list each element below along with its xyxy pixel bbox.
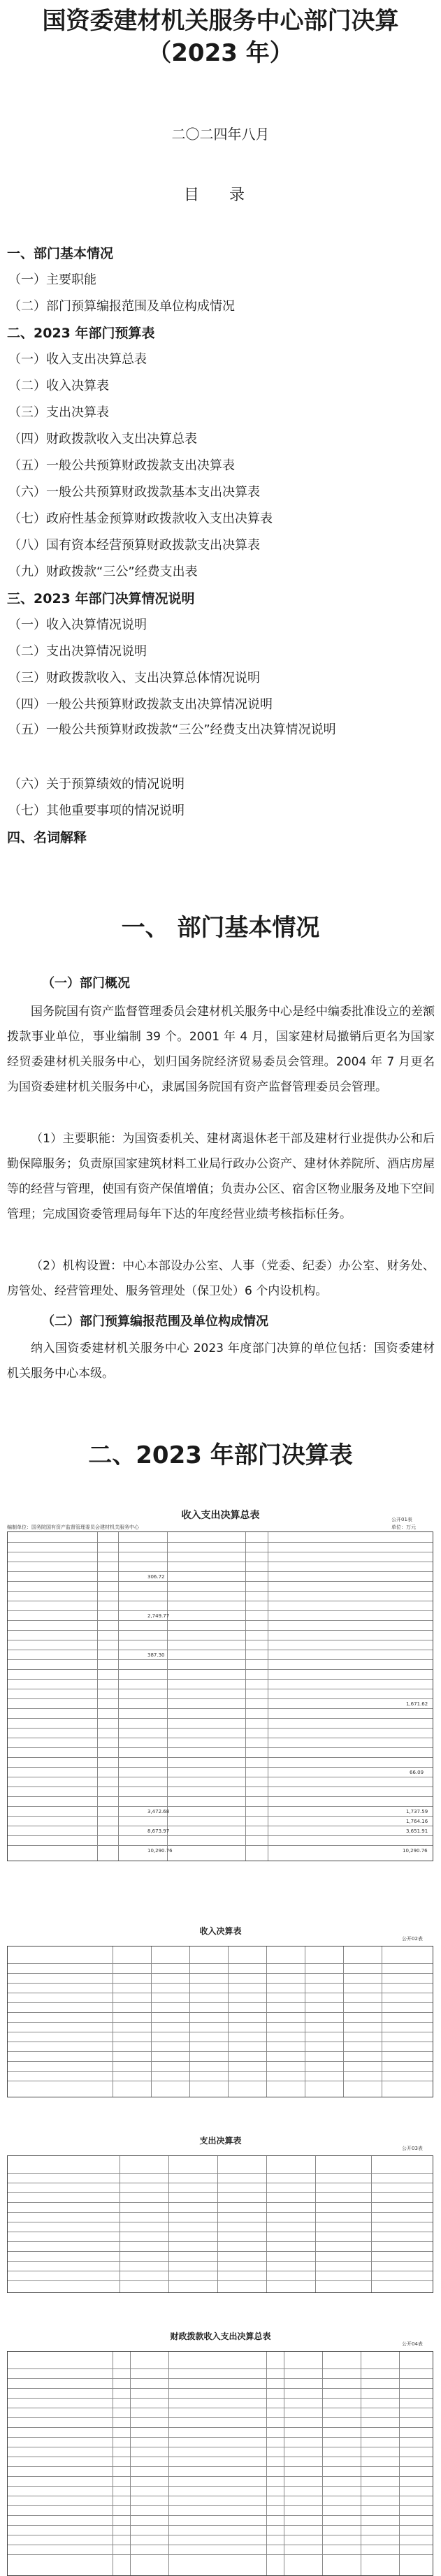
toc-heading: 目 录 bbox=[184, 187, 257, 204]
toc-item[interactable]: （七）其他重要事项的情况说明 bbox=[8, 803, 185, 818]
toc-item[interactable]: （九）财政拨款“三公”经费支出表 bbox=[8, 565, 198, 579]
cell-value: 306.72 bbox=[147, 1574, 165, 1580]
table-title: 财政拨款收入支出决算总表 bbox=[170, 2331, 271, 2341]
toc-section-1[interactable]: 一、部门基本情况 bbox=[7, 246, 114, 261]
toc-item[interactable]: （二）收入决算表 bbox=[8, 379, 109, 393]
summary-table bbox=[7, 1531, 433, 1861]
toc-item[interactable]: （五）一般公共预算财政拨款支出决算表 bbox=[8, 458, 235, 473]
paragraph: （1）主要职能：为国资委机关、建材离退休老干部及建材行业提供办公和后勤保障服务；负责原国家建筑材料工业局行政办公资产、建材休养院所、酒店房屋等的经营与管理，使国有资产保值增值；负责办公区、宿舍区物业服务及地下空间管理；完成国资委管理局每年下达的年度经营业绩考核指标任务。 bbox=[7, 1132, 435, 1221]
document-title: 国资委建材机关服务中心部门决算 bbox=[42, 7, 399, 35]
toc-item[interactable]: （四）财政拨款收入支出决算总表 bbox=[8, 432, 197, 446]
toc-item[interactable]: （三）财政拨款收入、支出决算总体情况说明 bbox=[8, 671, 260, 685]
toc-item[interactable]: （一）主要职能 bbox=[8, 272, 96, 287]
chapter-heading: 一、 部门基本情况 bbox=[121, 914, 320, 942]
toc-item[interactable]: （五）一般公共预算财政拨款“三公”经费支出决算情况说明 bbox=[8, 722, 336, 737]
table-title: 支出决算表 bbox=[199, 2136, 242, 2146]
toc-item[interactable]: （一）收入支出决算总表 bbox=[8, 352, 147, 367]
unit-name: 编制单位：国务院国有资产监督管理委员会建材机关服务中心 bbox=[7, 1525, 139, 1530]
cell-value: 1,671.62 bbox=[406, 1701, 428, 1707]
cell-value: 8,673.97 bbox=[147, 1828, 170, 1834]
cell-value: 3,472.68 bbox=[147, 1809, 170, 1814]
table-title: 收入决算表 bbox=[199, 1926, 242, 1936]
cell-value: 1,737.59 bbox=[406, 1809, 428, 1814]
section-subheading: （一）部门概况 bbox=[42, 976, 130, 991]
toc-item[interactable]: （六）一般公共预算财政拨款基本支出决算表 bbox=[8, 485, 260, 500]
cell-value: 10,290.76 bbox=[403, 1848, 428, 1854]
fiscal-table bbox=[7, 2351, 433, 2576]
section-subheading: （二）部门预算编报范围及单位构成情况 bbox=[42, 1314, 268, 1329]
paragraph: （2）机构设置：中心本部设办公室、人事（党委、纪委）办公室、财务处、房管处、经营管理处、服务管理处（保卫处）6 个内设机构。 bbox=[7, 1259, 435, 1298]
expenditure-table bbox=[7, 2155, 433, 2293]
income-table bbox=[7, 1946, 433, 2097]
toc-item[interactable]: （二）部门预算编报范围及单位构成情况 bbox=[8, 299, 235, 314]
paragraph: 国务院国有资产监督管理委员会建材机关服务中心是经中编委批准设立的差额拨款事业单位，事业编制 39 个。2001 年 4 月，国家建材局撤销后更名为国家经贸委建材机关服务中心，划归国务院经济贸易委员会管理。2004 年 7 月更名为国资委建材机关服务中心，隶属国务院国有资产监督管理委员会管理。 bbox=[7, 1005, 435, 1094]
cell-value: 387.30 bbox=[147, 1652, 165, 1658]
toc-item[interactable]: （三）支出决算表 bbox=[8, 405, 109, 420]
unit-label: 单位：万元 bbox=[391, 1525, 416, 1530]
toc-item[interactable]: （一）收入决算情况说明 bbox=[8, 618, 147, 632]
toc-item[interactable]: （六）关于预算绩效的情况说明 bbox=[8, 777, 185, 792]
toc-section-4[interactable]: 四、名词解释 bbox=[7, 830, 87, 845]
toc-item[interactable]: （二）支出决算情况说明 bbox=[8, 644, 147, 659]
toc-item[interactable]: （八）国有资本经营预算财政拨款支出决算表 bbox=[8, 538, 260, 553]
chapter-heading: 二、2023 年部门决算表 bbox=[88, 1441, 353, 1469]
form-number: 公开04表 bbox=[402, 2341, 423, 2347]
toc-section-3[interactable]: 三、2023 年部门决算情况说明 bbox=[7, 591, 195, 606]
toc-item[interactable]: （七）政府性基金预算财政拨款收入支出决算表 bbox=[8, 511, 273, 526]
paragraph: 纳入国资委建材机关服务中心 2023 年度部门决算的单位包括：国资委建材机关服务中心本级。 bbox=[7, 1341, 435, 1381]
document-date: 二〇二四年八月 bbox=[171, 126, 270, 143]
table-title: 收入支出决算总表 bbox=[181, 1510, 260, 1521]
document-year: （2023 年） bbox=[147, 39, 294, 67]
form-number: 公开03表 bbox=[402, 2146, 423, 2151]
cell-value: 66.09 bbox=[410, 1770, 424, 1775]
toc-item[interactable]: （四）一般公共预算财政拨款支出决算情况说明 bbox=[8, 697, 273, 712]
form-number: 公开01表 bbox=[391, 1517, 412, 1522]
cell-value: 3,651.91 bbox=[406, 1828, 428, 1834]
toc-section-2[interactable]: 二、2023 年部门预算表 bbox=[7, 326, 155, 341]
cell-value: 1,764.16 bbox=[406, 1819, 428, 1824]
form-number: 公开02表 bbox=[402, 1936, 423, 1942]
cell-value: 10,290.76 bbox=[147, 1848, 173, 1854]
cell-value: 2,749.77 bbox=[147, 1613, 170, 1619]
